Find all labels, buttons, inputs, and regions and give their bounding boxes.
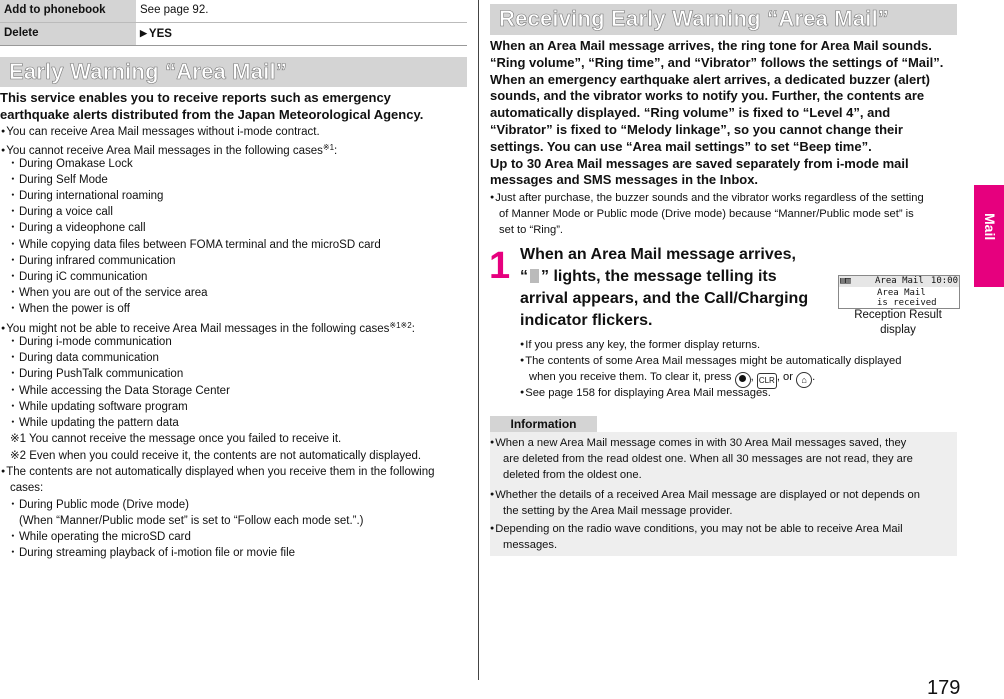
- table-row-value: See page 92.: [140, 4, 209, 16]
- section-title-receiving: Receiving Early Warning “Area Mail”: [490, 4, 957, 35]
- lead-line: earthquake alerts distributed from the Japan Meteorological Agency.: [0, 107, 424, 122]
- bullet-item: ● The contents are not automatically displayed when you receive them in the following: [1, 464, 435, 480]
- list-item: ･ While operating the microSD card: [10, 531, 191, 543]
- list-item: ･ While updating software program: [10, 401, 188, 413]
- table-row: [0, 23, 467, 46]
- table-row-value-text: YES: [148, 28, 172, 40]
- lead-line: messages and SMS messages in the Inbox.: [490, 172, 759, 187]
- list-item-text: During streaming playback of i-motion file or movie file: [18, 547, 296, 559]
- list-item: ･ When the power is off: [10, 303, 130, 315]
- step-line: When an Area Mail message arrives,: [520, 246, 796, 263]
- list-item: ･ During PushTalk communication: [10, 368, 184, 380]
- bullet-item: ● You can receive Area Mail messages without i-mode contract.: [1, 124, 320, 140]
- list-item-text: During Self Mode: [18, 174, 108, 186]
- separator-text: , or: [776, 371, 794, 383]
- step-text: ” lights, the message telling its: [541, 268, 777, 285]
- list-item-note: (When “Manner/Public mode set” is set to “Follow each mode set.”.): [19, 515, 364, 527]
- footnote: ※2 Even when you could receive it, the contents are not automatically displayed.: [10, 450, 422, 462]
- list-item: ･ During a videophone call: [10, 222, 146, 234]
- list-item-text: While accessing the Data Storage Center: [18, 385, 230, 397]
- step-line: indicator flickers.: [520, 312, 653, 329]
- list-item: ･ During data communication: [10, 352, 159, 364]
- list-item-text: During a voice call: [18, 206, 113, 218]
- list-item: ･ While updating the pattern data: [10, 417, 179, 429]
- caption-line: Reception Result: [854, 309, 942, 321]
- list-item-text: During data communication: [18, 352, 159, 364]
- list-item-text: During PushTalk communication: [18, 368, 184, 380]
- list-item-text: During Omakase Lock: [18, 158, 133, 170]
- lead-line: “Ring volume”, “Ring time”, and “Vibrator” follows the settings of “Mail”.: [490, 55, 944, 70]
- lead-line: settings. You can use “Area mail settings” to set “Beep time”.: [490, 139, 872, 154]
- list-item: ･ While copying data files between FOMA terminal and the microSD card: [10, 239, 381, 251]
- lead-line: When an emergency earthquake alert arrives, a dedicated buzzer (alert): [490, 72, 930, 87]
- list-item: ･ During infrared communication: [10, 255, 176, 267]
- screen-time: 10:00: [930, 276, 958, 286]
- section-title-early-warning: Early Warning “Area Mail”: [0, 57, 467, 87]
- list-item: ･ During i-mode communication: [10, 336, 172, 348]
- list-item: ･ During iC communication: [10, 271, 148, 283]
- lead-line: Up to 30 Area Mail messages are saved separately from i-mode mail: [490, 156, 909, 171]
- list-item: ･ During a voice call: [10, 206, 113, 218]
- list-item: ･ While accessing the Data Storage Center: [10, 385, 230, 397]
- list-item: ･ During Self Mode: [10, 174, 108, 186]
- options-table: [0, 0, 467, 46]
- list-item-text: During Public mode (Drive mode): [18, 499, 189, 511]
- lead-line: “Vibrator” is fixed to “Melody linkage”, so you cannot change their: [490, 122, 903, 137]
- screen-status-icons: ▤▥: [840, 276, 851, 286]
- table-row-label: Delete: [0, 23, 136, 45]
- figure-caption: [840, 308, 956, 338]
- list-item: ･ During Public mode (Drive mode): [10, 499, 189, 511]
- list-item-text: While updating software program: [18, 401, 188, 413]
- bullet-end: :: [411, 323, 415, 335]
- bullet-continuation: set to “Ring”.: [499, 224, 564, 236]
- info-bullet: ● Depending on the radio wave conditions, you may not be able to receive Area Mail: [490, 521, 903, 537]
- list-item-text: When the power is off: [18, 303, 130, 315]
- step-line: arrival appears, and the Call/Charging: [520, 290, 809, 307]
- step-line: [520, 266, 777, 288]
- info-continuation: messages.: [503, 539, 558, 551]
- lead-line: automatically displayed. “Ring volume” is fixed to “Level 4”, and: [490, 105, 891, 120]
- footnote: ※1 You cannot receive the message once you failed to receive it.: [10, 433, 342, 445]
- footnote-mark: ※1※2: [389, 321, 412, 330]
- separator-text: .: [812, 371, 816, 383]
- table-row-label: Add to phonebook: [0, 0, 136, 22]
- screen-message-line: Area Mail: [877, 288, 926, 298]
- screen-message: [877, 288, 937, 308]
- list-item-text: During a videophone call: [18, 222, 146, 234]
- arrow-right-icon: ▶: [140, 28, 147, 38]
- list-item: ･ During international roaming: [10, 190, 164, 202]
- step-number: 1: [489, 245, 511, 287]
- bullet-item: ● If you press any key, the former display returns.: [520, 337, 760, 353]
- footnote-mark: ※1: [322, 143, 335, 152]
- info-continuation: the setting by the Area Mail message provider.: [503, 505, 733, 517]
- information-box: [490, 432, 957, 556]
- lead-line: When an Area Mail message arrives, the ring tone for Area Mail sounds.: [490, 38, 932, 53]
- bullet-item: ● See page 158 for displaying Area Mail messages.: [520, 385, 771, 401]
- bullet-text: You might not be able to receive Area Mail messages in the following cases: [6, 323, 390, 335]
- information-label: Information: [490, 416, 597, 432]
- list-item-text: When you are out of the service area: [18, 287, 208, 299]
- bullet-text: You cannot receive Area Mail messages in the following cases: [6, 145, 323, 157]
- chapter-tab-label: Mail: [982, 213, 998, 241]
- column-divider: [478, 0, 479, 680]
- info-bullet: ● Whether the details of a received Area Mail message are displayed or not depends on: [490, 487, 920, 503]
- lead-line: sounds, and the vibrator works to notify you. Further, the contents are: [490, 88, 925, 103]
- info-continuation: are deleted from the read oldest one. When all 30 messages are not read, they are: [503, 453, 913, 465]
- clr-key-icon: CLR: [757, 373, 777, 389]
- info-bullet: ● When a new Area Mail message comes in with 30 Area Mail messages saved, they: [490, 435, 906, 451]
- list-item-text: While updating the pattern data: [18, 417, 179, 429]
- area-mail-indicator-icon: [530, 269, 539, 283]
- list-item-text: During international roaming: [18, 190, 164, 202]
- lead-line: This service enables you to receive reports such as emergency: [0, 90, 391, 105]
- bullet-item: ● Just after purchase, the buzzer sounds and the vibrator works regardless of the setting: [490, 190, 924, 206]
- caption-line: display: [880, 324, 916, 336]
- list-item: ･ During streaming playback of i-motion file or movie file: [10, 547, 296, 559]
- quote-open: “: [520, 268, 528, 285]
- bullet-item: ● The contents of some Area Mail messages might be automatically displayed: [520, 353, 901, 369]
- bullet-continuation: of Manner Mode or Public mode (Drive mode) because “Manner/Public mode set” is: [499, 208, 914, 220]
- info-continuation: deleted from the oldest one.: [503, 469, 642, 481]
- list-item: ･ When you are out of the service area: [10, 287, 208, 299]
- screen-message-line: is received: [877, 298, 937, 308]
- bullet-end: :: [334, 145, 338, 157]
- list-item-text: While copying data files between FOMA terminal and the microSD card: [18, 239, 381, 251]
- list-item-text: During i-mode communication: [18, 336, 172, 348]
- chapter-tab-mail: [974, 185, 1004, 287]
- table-row-value: [140, 23, 172, 45]
- list-item-text: During iC communication: [18, 271, 148, 283]
- phone-screen-image: [838, 275, 960, 309]
- bullet-continuation: cases:: [10, 482, 44, 494]
- table-row: [0, 0, 467, 23]
- page-number: 179: [927, 677, 961, 699]
- screen-status-bar: [839, 276, 959, 287]
- list-item-text: During infrared communication: [18, 255, 176, 267]
- list-item-text: While operating the microSD card: [18, 531, 191, 543]
- bullet-text: when you receive them. To clear it, press: [529, 371, 732, 383]
- list-item: ･ During Omakase Lock: [10, 158, 133, 170]
- screen-title: Area Mail: [875, 276, 924, 286]
- end-key-icon: ⌂: [796, 372, 812, 388]
- separator-text: ,: [750, 371, 754, 383]
